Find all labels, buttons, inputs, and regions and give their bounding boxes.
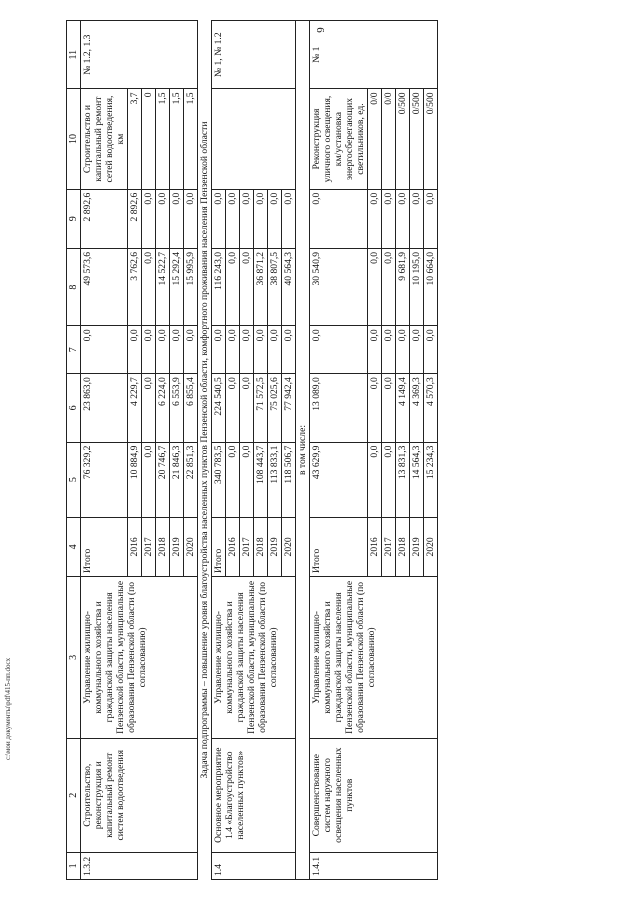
cell-value: 10 664,0 — [424, 248, 438, 325]
cell-value: 0,0 — [142, 248, 156, 325]
cell-value: 113 833,1 — [268, 442, 282, 517]
cell-value: 0,0 — [382, 189, 396, 248]
col-header: 9 — [67, 189, 81, 248]
cell-value: 0,0 — [240, 189, 254, 248]
cell-value: 4 149,4 — [396, 374, 410, 442]
in-that-number-caption: в том числе: — [296, 21, 310, 880]
cell-value: 6 855,4 — [184, 374, 198, 442]
cell-value: 0,0 — [382, 248, 396, 325]
cell-value: 21 846,3 — [170, 442, 184, 517]
cell-value: 0,0 — [268, 326, 282, 374]
year-cell: 2020 — [424, 517, 438, 576]
cell-value: 0,0 — [184, 189, 198, 248]
item-name: Строительство, реконструкция и капитальный ремонт систем водоотведения — [81, 738, 198, 852]
cell-value: 6 553,9 — [170, 374, 184, 442]
task-row — [198, 21, 212, 880]
cell-value: 10 195,0 — [410, 248, 424, 325]
cell-value: 36 871,2 — [254, 248, 268, 325]
cell-value: 49 573,6 — [81, 248, 128, 325]
cell-value: 0,0 — [212, 189, 226, 248]
cell-value: 0,0 — [240, 374, 254, 442]
cell-value: 0,0 — [142, 326, 156, 374]
cell-value: 0,0 — [226, 189, 240, 248]
col-header: 10 — [67, 89, 81, 189]
col-header: 1 — [67, 852, 81, 879]
indicator-ref: № 1, № 1.2 — [212, 21, 296, 89]
cell-value: 0,0 — [254, 326, 268, 374]
year-cell: 2016 — [128, 517, 142, 576]
budget-table — [66, 20, 438, 880]
indicator-ref: № 1 — [310, 21, 438, 89]
cell-value: 0,0 — [410, 326, 424, 374]
cell-value: 2 892,6 — [81, 189, 128, 248]
cell-value: 0,0 — [382, 326, 396, 374]
cell-value: 0,0 — [156, 189, 170, 248]
cell-value: 0,0 — [81, 326, 128, 374]
cell-value: 71 572,5 — [254, 374, 268, 442]
col-header: 3 — [67, 576, 81, 738]
year-cell: 2019 — [170, 517, 184, 576]
item-executor: Управление жилищно-коммунального хозяйства и гражданской защиты населения Пензенской области, муниципальные образования Пензенской области (по согласованию) — [310, 576, 438, 738]
cell-value: 0,0 — [226, 326, 240, 374]
year-cell: 2016 — [368, 517, 382, 576]
cell-value: 0,0 — [226, 248, 240, 325]
item-executor: Управление жилищно-коммунального хозяйства и гражданской защиты населения Пензенской области, муниципальные образования Пензенской области (по согласованию) — [212, 576, 296, 738]
cell-value: 1,5 — [156, 89, 170, 189]
col-header: 8 — [67, 248, 81, 325]
cell-value: 15 234,3 — [424, 442, 438, 517]
total-label: Итого — [310, 517, 368, 576]
year-cell: 2017 — [382, 517, 396, 576]
cell-value: 0,0 — [282, 326, 296, 374]
cell-value: 23 863,0 — [81, 374, 128, 442]
cell-value: 15 292,4 — [170, 248, 184, 325]
cell-value: 0,0 — [396, 189, 410, 248]
cell-value: 108 443,7 — [254, 442, 268, 517]
cell-value: 13 831,3 — [396, 442, 410, 517]
col-header: 11 — [67, 21, 81, 89]
cell-value: 0,0 — [310, 326, 368, 374]
cell-value: 0,0 — [382, 442, 396, 517]
cell-value: 0/500 — [424, 89, 438, 189]
year-cell: 2018 — [254, 517, 268, 576]
cell-value: 0/0 — [368, 89, 382, 189]
table-row — [310, 21, 368, 880]
cell-value: 0,0 — [240, 442, 254, 517]
indicator-text — [212, 89, 296, 189]
cell-value: 6 224,0 — [156, 374, 170, 442]
cell-value: 15 995,9 — [184, 248, 198, 325]
cell-value: 0,0 — [142, 442, 156, 517]
cell-value: 43 629,9 — [310, 442, 368, 517]
item-name: Основное мероприятие 1.4 «Благоустройство населенных пунктов» — [212, 738, 296, 852]
cell-value: 22 851,3 — [184, 442, 198, 517]
cell-value: 0,0 — [142, 374, 156, 442]
cell-value: 0,0 — [368, 326, 382, 374]
cell-value: 0,0 — [254, 189, 268, 248]
page-number: 6 — [314, 27, 326, 33]
col-header: 2 — [67, 738, 81, 852]
cell-value: 9 681,9 — [396, 248, 410, 325]
year-cell: 2020 — [184, 517, 198, 576]
col-header: 5 — [67, 442, 81, 517]
cell-value: 0,0 — [240, 326, 254, 374]
subtotal-caption-row — [296, 21, 310, 880]
cell-value: 30 540,9 — [310, 248, 368, 325]
cell-value: 40 564,3 — [282, 248, 296, 325]
item-executor: Управление жилищно-коммунального хозяйства и гражданской защиты населения Пензенской области, муниципальные образования Пензенской области (по согласованию) — [81, 576, 198, 738]
cell-value: 2 892,6 — [128, 189, 142, 248]
task-caption: Задача подпрограммы – повышение уровня благоустройства населенных пунктов Пензенской области, комфортного проживания населения Пензенской области — [198, 21, 212, 880]
cell-value: 0,0 — [368, 374, 382, 442]
table-row — [212, 21, 226, 880]
item-number: 1.4.1 — [310, 852, 438, 879]
cell-value: 76 329,2 — [81, 442, 128, 517]
cell-value: 0,0 — [368, 442, 382, 517]
budget-table-sheet — [66, 20, 588, 880]
cell-value: 1,5 — [184, 89, 198, 189]
cell-value: 0,0 — [368, 189, 382, 248]
year-cell: 2019 — [268, 517, 282, 576]
year-cell: 2019 — [410, 517, 424, 576]
header-row — [67, 21, 81, 880]
cell-value: 0,0 — [170, 189, 184, 248]
document-path-footer: c:\мои документы\pdf\415-пп.docx — [4, 657, 12, 760]
item-number: 1.4 — [212, 852, 296, 879]
col-header: 7 — [67, 326, 81, 374]
year-cell: 2017 — [240, 517, 254, 576]
indicator-ref: № 1.2, 1.3 — [81, 21, 198, 89]
year-cell: 2017 — [142, 517, 156, 576]
cell-value: 3 762,6 — [128, 248, 142, 325]
cell-value: 0,0 — [226, 374, 240, 442]
cell-value: 0,0 — [156, 326, 170, 374]
cell-value: 0/500 — [410, 89, 424, 189]
cell-value: 10 884,9 — [128, 442, 142, 517]
cell-value: 0,0 — [396, 326, 410, 374]
cell-value: 0,0 — [240, 248, 254, 325]
year-cell: 2016 — [226, 517, 240, 576]
cell-value: 77 942,4 — [282, 374, 296, 442]
cell-value: 0,0 — [310, 189, 368, 248]
cell-value: 0,0 — [212, 326, 226, 374]
year-cell: 2018 — [396, 517, 410, 576]
cell-value: 0,0 — [170, 326, 184, 374]
cell-value: 4 570,3 — [424, 374, 438, 442]
cell-value: 0 — [142, 89, 156, 189]
cell-value: 1,5 — [170, 89, 184, 189]
col-header: 4 — [67, 517, 81, 576]
cell-value: 38 807,5 — [268, 248, 282, 325]
cell-value: 20 746,7 — [156, 442, 170, 517]
cell-value: 0,0 — [184, 326, 198, 374]
cell-value: 13 089,0 — [310, 374, 368, 442]
cell-value: 0/500 — [396, 89, 410, 189]
cell-value: 0,0 — [382, 374, 396, 442]
cell-value: 116 243,0 — [212, 248, 226, 325]
cell-value: 75 025,6 — [268, 374, 282, 442]
cell-value: 3,7 — [128, 89, 142, 189]
cell-value: 14 522,7 — [156, 248, 170, 325]
cell-value: 0,0 — [128, 326, 142, 374]
year-cell: 2020 — [282, 517, 296, 576]
cell-value: 0,0 — [424, 326, 438, 374]
cell-value: 0,0 — [282, 189, 296, 248]
cell-value: 340 783,5 — [212, 442, 226, 517]
cell-value: 0,0 — [368, 248, 382, 325]
cell-value: 0,0 — [424, 189, 438, 248]
total-label: Итого — [81, 517, 128, 576]
cell-value: 14 564,3 — [410, 442, 424, 517]
cell-value: 0,0 — [142, 189, 156, 248]
year-cell: 2018 — [156, 517, 170, 576]
item-number: 1.3.2 — [81, 852, 198, 879]
cell-value: 118 506,7 — [282, 442, 296, 517]
indicator-text: Реконструкция уличного освещения, км/установка энергосберегающих светильников, ед. — [310, 89, 368, 189]
cell-value: 0/0 — [382, 89, 396, 189]
total-label: Итого — [212, 517, 226, 576]
cell-value: 224 540,5 — [212, 374, 226, 442]
cell-value: 0,0 — [268, 189, 282, 248]
cell-value: 4 229,7 — [128, 374, 142, 442]
cell-value: 4 369,3 — [410, 374, 424, 442]
cell-value: 0,0 — [410, 189, 424, 248]
item-name: Совершенствование систем наружного освещения населенных пунктов — [310, 738, 438, 852]
table-row — [81, 21, 128, 880]
cell-value: 0,0 — [226, 442, 240, 517]
col-header: 6 — [67, 374, 81, 442]
indicator-text: Строительство и капитальный ремонт сетей водоотведения, км — [81, 89, 128, 189]
